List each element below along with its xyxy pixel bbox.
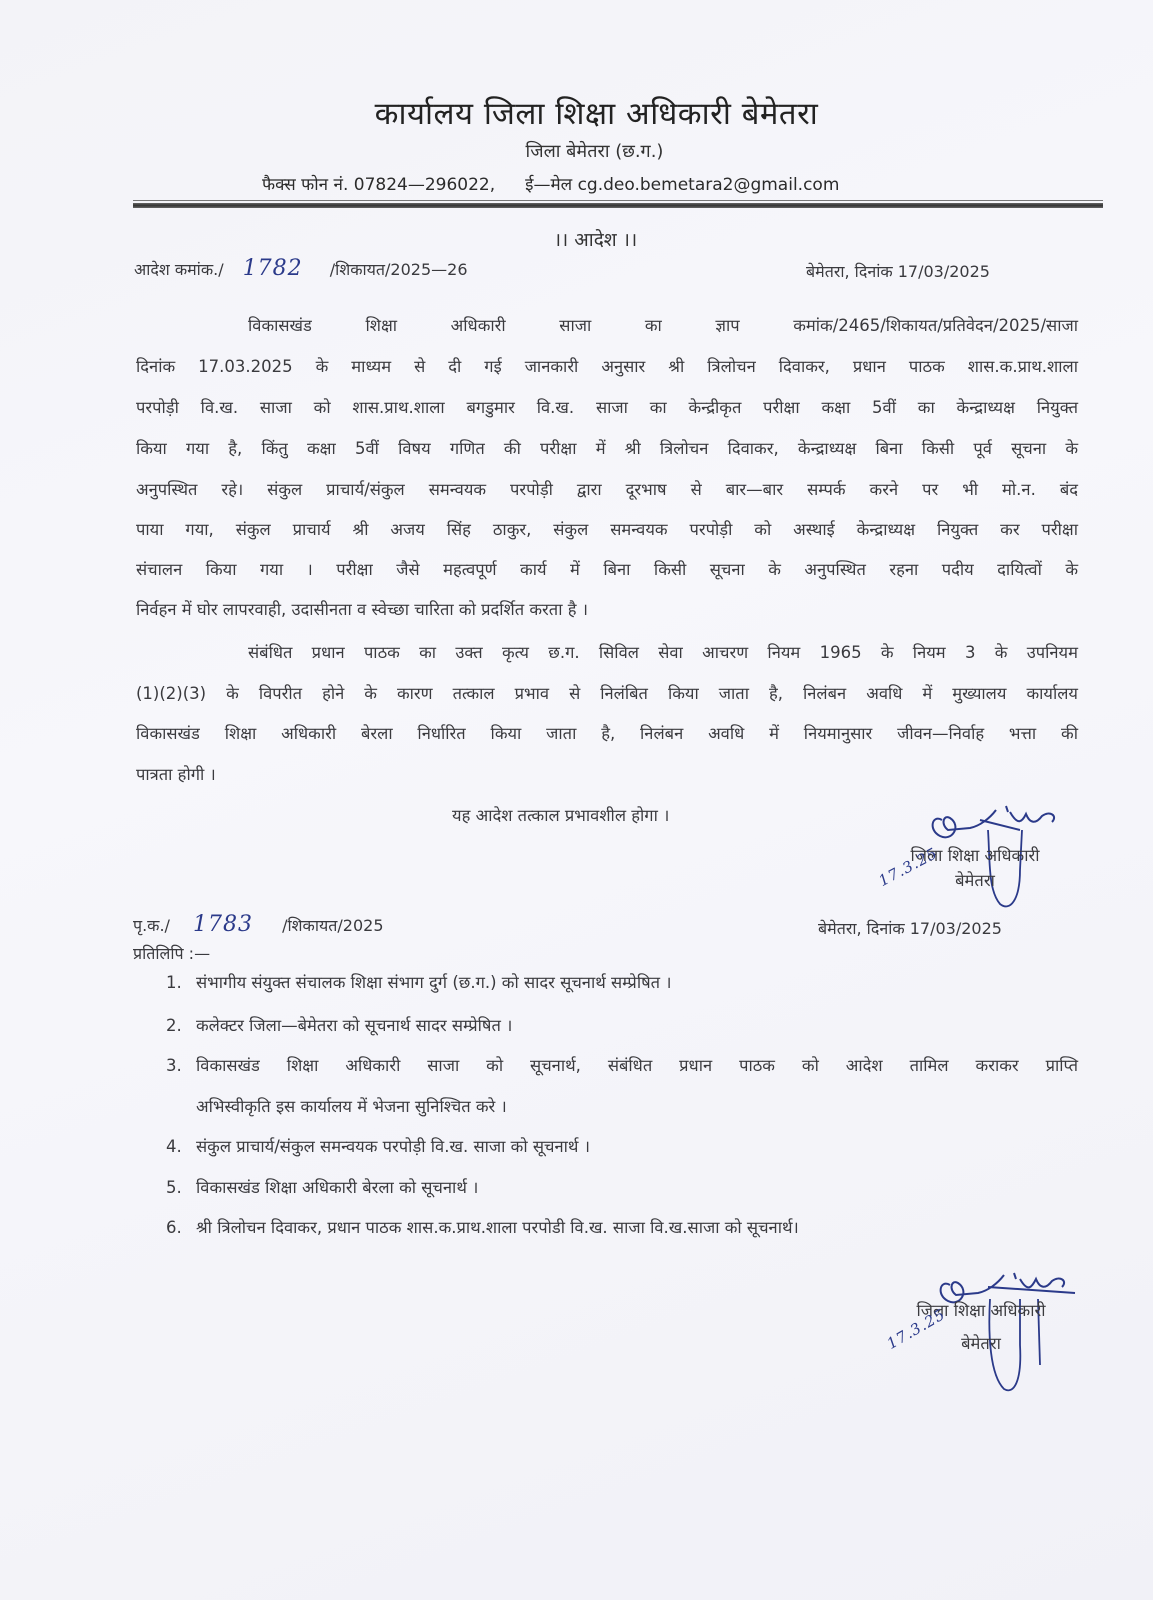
order-reference <box>134 256 468 281</box>
paragraph1-line: दिनांक 17.03.2025 के माध्यम से दी गई जानकारी अनुसार श्री त्रिलोचन दिवाकर, प्रधान पाठक शास.क.प्राथ.शाला <box>136 357 1078 376</box>
paragraph2-line: (1)(2)(3) के विपरीत होने के कारण तत्काल प्रभाव से निलंबित किया जाता है, निलंबन अवधि में मुख्यालय कार्यालय <box>136 684 1078 703</box>
endorsement-place-date: बेमेतरा, दिनांक 17/03/2025 <box>818 919 1002 938</box>
paragraph1-line: अनुपस्थित रहे। संकुल प्राचार्य/संकुल समन्वयक परपोड़ी द्वारा दूरभाष से बार—बार सम्पर्क करने पर भी मो.न. बंद <box>136 480 1078 499</box>
order-ref-suffix: /शिकायत/2025—26 <box>329 260 468 279</box>
header-divider-thin <box>133 200 1103 201</box>
contact-line <box>262 172 839 195</box>
signatory-place: बेमेतरा <box>961 1334 1001 1353</box>
copy-list-item: 3. विकासखंड शिक्षा अधिकारी साजा को सूचनार्थ, संबंधित प्रधान पाठक को आदेश तामिल कराकर प्राप्ति <box>166 1056 1078 1075</box>
copy-list-item: 1. संभागीय संयुक्त संचालक शिक्षा संभाग दुर्ग (छ.ग.) को सादर सूचनार्थ सम्प्रेषित । <box>166 973 672 992</box>
endorsement-ref-prefix: पृ.क./ <box>133 916 170 935</box>
paragraph1-line: विकासखंड शिक्षा अधिकारी साजा का ज्ञाप कमांक/2465/शिकायत/प्रतिवेदन/2025/साजा <box>248 316 1078 335</box>
copy-list-item: 6. श्री त्रिलोचन दिवाकर, प्रधान पाठक शास.क.प्राथ.शाला परपोडी वि.ख. साजा वि.ख.साजा को सूचनार्थ। <box>166 1218 799 1237</box>
order-ref-prefix: आदेश कमांक./ <box>134 260 224 279</box>
paragraph1-line: किया गया है, किंतु कक्षा 5वीं विषय गणित की परीक्षा में श्री त्रिलोचन दिवाकर, केन्द्राध्यक्ष बिना किसी पूर्व सूचना के <box>136 439 1078 458</box>
copy-list-item: 2. कलेक्टर जिला—बेमेतरा को सूचनार्थ सादर सम्प्रेषित । <box>166 1016 513 1035</box>
effective-line: यह आदेश तत्काल प्रभावशील होगा । <box>452 806 670 825</box>
paragraph2-line: विकासखंड शिक्षा अधिकारी बेरला निर्धारित किया जाता है, निलंबन अवधि में नियमानुसार जीवन—निर्वाह भत्ता की <box>136 724 1078 743</box>
signatory-designation: जिला शिक्षा अधिकारी <box>910 846 1040 865</box>
handwritten-date-2: 17.3.25 <box>883 1305 949 1353</box>
copy-list-item: 4. संकुल प्राचार्य/संकुल समन्वयक परपोड़ी वि.ख. साजा को सूचनार्थ । <box>166 1137 590 1156</box>
copy-to-label: प्रतिलिपि :— <box>133 944 211 963</box>
fax-phone: फैक्स फोन नं. 07824—296022, <box>262 175 496 195</box>
order-ref-number-handwritten: 1782 <box>242 256 303 281</box>
signatory-place: बेमेतरा <box>955 871 995 890</box>
copy-list-item-continuation: अभिस्वीकृति इस कार्यालय में भेजना सुनिश्चित करे । <box>196 1097 507 1116</box>
district-subtitle: जिला बेमेतरा (छ.ग.) <box>525 141 664 162</box>
header-divider-thick <box>133 203 1103 208</box>
paragraph2-line: पात्रता होगी । <box>136 765 216 784</box>
order-heading: ।। आदेश ।। <box>553 229 638 251</box>
endorsement-ref-suffix: /शिकायत/2025 <box>282 916 384 935</box>
paragraph1-line: पाया गया, संकुल प्राचार्य श्री अजय सिंह ठाकुर, संकुल समन्वयक परपोड़ी को अस्थाई केन्द्राध्यक्ष नियुक्त कर परीक्षा <box>136 520 1078 539</box>
endorsement-reference <box>133 912 384 937</box>
order-place-date: बेमेतरा, दिनांक 17/03/2025 <box>806 262 990 281</box>
paragraph2-line: संबंधित प्रधान पाठक का उक्त कृत्य छ.ग. सिविल सेवा आचरण नियम 1965 के नियम 3 के उपनियम <box>248 643 1078 662</box>
office-title: कार्यालय जिला शिक्षा अधिकारी बेमेतरा <box>374 96 819 132</box>
handwritten-date-1: 17.3.25 <box>875 843 941 891</box>
signatory-designation: जिला शिक्षा अधिकारी <box>916 1301 1046 1320</box>
paragraph1-line: परपोड़ी वि.ख. साजा को शास.प्राथ.शाला बगडुमार वि.ख. साजा का केन्द्रीकृत परीक्षा कक्षा 5वीं का केन्द्राध्यक्ष नियुक्त <box>136 398 1078 417</box>
email-address: ई—मेल cg.deo.bemetara2@gmail.com <box>525 175 840 195</box>
copy-list-item: 5. विकासखंड शिक्षा अधिकारी बेरला को सूचनार्थ । <box>166 1178 479 1197</box>
endorsement-ref-number-handwritten: 1783 <box>193 912 254 937</box>
paragraph1-line: संचालन किया गया । परीक्षा जैसे महत्वपूर्ण कार्य में बिना किसी सूचना के अनुपस्थित रहना पदीय दायित्वों के <box>136 560 1078 579</box>
paragraph1-line: निर्वहन में घोर लापरवाही, उदासीनता व स्वेच्छा चारिता को प्रदर्शित करता है । <box>136 600 588 619</box>
